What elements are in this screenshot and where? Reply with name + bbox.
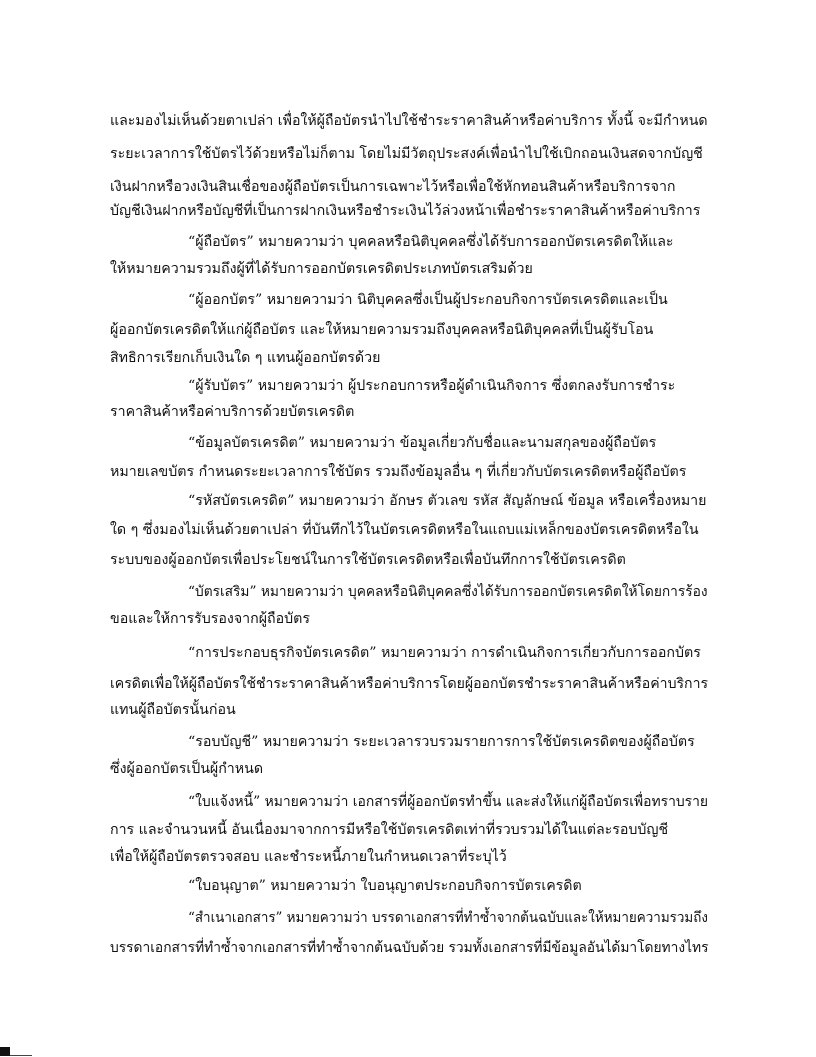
scan-corner-dash <box>10 1055 32 1056</box>
text-line: ใด ๆ ซึ่งมองไม่เห็นด้วยตาเปล่า ที่บันทึกไว้ในบัตรเครดิตหรือในแถบแม่เหล็กของบัตรเครดิตหรือใน <box>110 522 699 538</box>
text-line: “ใบอนุญาต” หมายความว่า ใบอนุญาตประกอบกิจการบัตรเครดิต <box>188 878 582 894</box>
text-line: เงินฝากหรือวงเงินสินเชื่อของผู้ถือบัตรเป็นการเฉพาะไว้หรือเพื่อใช้หักทอนสินค้าหรือบริการจาก <box>110 179 676 195</box>
text-line: การ และจำนวนหนี้ อันเนื่องมาจากการมีหรือใช้บัตรเครดิตเท่าที่รวบรวมได้ในแต่ละรอบบัญชี <box>110 822 669 838</box>
text-line: หมายเลขบัตร กำหนดระยะเวลาการใช้บัตร รวมถึงข้อมูลอื่น ๆ ที่เกี่ยวกับบัตรเครดิตหรือผู้ถือบัตร <box>110 464 687 480</box>
text-line: “รอบบัญชี” หมายความว่า ระยะเวลารวบรวมรายการการใช้บัตรเครดิตของผู้ถือบัตร <box>188 734 695 750</box>
scan-corner-mark <box>0 1047 10 1056</box>
text-line: ราคาสินค้าหรือค่าบริการด้วยบัตรเครดิต <box>110 404 355 420</box>
text-line: “สำเนาเอกสาร” หมายความว่า บรรดาเอกสารที่ทำซ้ำจากต้นฉบับและให้หมายความรวมถึง <box>188 910 708 926</box>
text-line: “ข้อมูลบัตรเครดิต” หมายความว่า ข้อมูลเกี่ยวกับชื่อและนามสกุลของผู้ถือบัตร <box>188 435 657 451</box>
text-line: แทนผู้ถือบัตรนั้นก่อน <box>110 702 236 718</box>
text-line: “ผู้ออกบัตร” หมายความว่า นิติบุคคลซึ่งเป็นผู้ประกอบกิจการบัตรเครดิตและเป็น <box>188 292 668 308</box>
text-line: “รหัสบัตรเครดิต” หมายความว่า อักษร ตัวเลข รหัส สัญลักษณ์ ข้อมูล หรือเครื่องหมาย <box>188 493 707 509</box>
text-line: “บัตรเสริม” หมายความว่า บุคคลหรือนิติบุคคลซึ่งได้รับการออกบัตรเครดิตให้โดยการร้อง <box>188 584 708 600</box>
text-line: ผู้ออกบัตรเครดิตให้แก่ผู้ถือบัตร และให้หมายความรวมถึงบุคคลหรือนิติบุคคลที่เป็นผู้รับโอน <box>110 322 654 338</box>
text-line: “ผู้ถือบัตร” หมายความว่า บุคคลหรือนิติบุคคลซึ่งได้รับการออกบัตรเครดิตให้และ <box>188 234 674 250</box>
text-line: เครดิตเพื่อให้ผู้ถือบัตรใช้ชำระราคาสินค้าหรือค่าบริการโดยผู้ออกบัตรชำระราคาสินค้าหรือค่าบริการ <box>110 676 709 692</box>
text-line: ขอและให้การรับรองจากผู้ถือบัตร <box>110 611 310 627</box>
text-line: ให้หมายความรวมถึงผู้ที่ได้รับการออกบัตรเครดิตประเภทบัตรเสริมด้วย <box>110 261 533 277</box>
text-line: สิทธิการเรียกเก็บเงินใด ๆ แทนผู้ออกบัตรด้วย <box>110 350 381 366</box>
text-line: “ใบแจ้งหนี้” หมายความว่า เอกสารที่ผู้ออกบัตรทำขึ้น และส่งให้แก่ผู้ถือบัตรเพื่อทราบราย <box>188 794 709 810</box>
text-line: บรรดาเอกสารที่ทำซ้ำจากเอกสารที่ทำซ้ำจากต้นฉบับด้วย รวมทั้งเอกสารที่มีข้อมูลอันได้มาโดยทางไทร <box>110 940 709 956</box>
text-line: “การประกอบธุรกิจบัตรเครดิต” หมายความว่า การดำเนินกิจการเกี่ยวกับการออกบัตร <box>188 645 701 661</box>
text-line: บัญชีเงินฝากหรือบัญชีที่เป็นการฝากเงินหรือชำระเงินไว้ล่วงหน้าเพื่อชำระราคาสินค้าหรือค่าบริการ <box>110 203 701 219</box>
text-line: เพื่อให้ผู้ถือบัตรตรวจสอบ และชำระหนี้ภายในกำหนดเวลาที่ระบุไว้ <box>110 849 507 865</box>
text-line: และมองไม่เห็นด้วยตาเปล่า เพื่อให้ผู้ถือบัตรนำไปใช้ชำระราคาสินค้าหรือค่าบริการ ทั้งนี้ จะมีกำหนด <box>110 113 708 129</box>
text-line: ระบบของผู้ออกบัตรเพื่อประโยชน์ในการใช้บัตรเครดิตหรือเพื่อบันทึกการใช้บัตรเครดิต <box>110 552 626 568</box>
text-line: “ผู้รับบัตร” หมายความว่า ผู้ประกอบการหรือผู้ดำเนินกิจการ ซึ่งตกลงรับการชำระ <box>188 378 676 394</box>
text-line: ระยะเวลาการใช้บัตรไว้ด้วยหรือไม่ก็ตาม โดยไม่มีวัตถุประสงค์เพื่อนำไปใช้เบิกถอนเงินสดจากบัญชี <box>110 146 703 162</box>
text-line: ซึ่งผู้ออกบัตรเป็นผู้กำหนด <box>110 761 264 777</box>
